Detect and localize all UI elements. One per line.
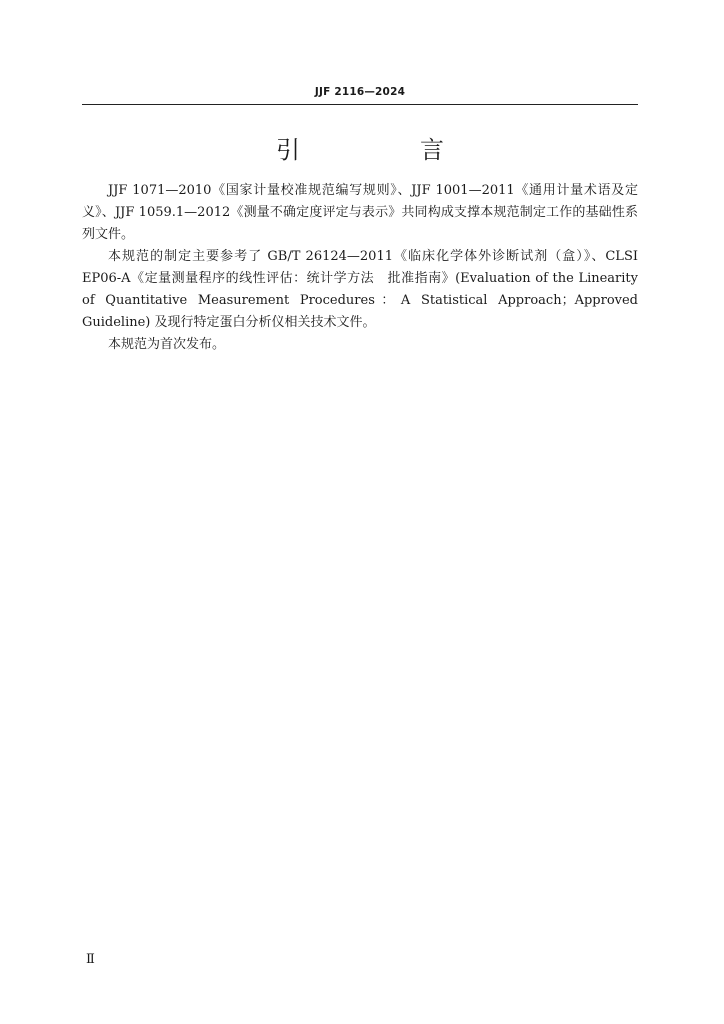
paragraph-first-release: 本规范为首次发布。 <box>108 337 226 352</box>
page-number: Ⅱ <box>86 952 95 967</box>
paragraph-reference-documents: JJF 1071—2010《国家计量校准规范编写规则》、JJF 1001—2011《通用计量术语及定义》、JJF 1059.1—2012《测量不确定度评定与表示》共同构成支撑本规范制定工作的基础性系列文件。 <box>82 183 638 242</box>
page-title: 引 言 <box>276 136 492 164</box>
header-rule <box>82 104 638 105</box>
document-code-header: JJF 2116—2024 <box>314 86 406 98</box>
body-text <box>82 180 638 356</box>
paragraph-references: 本规范的制定主要参考了 GB/T 26124—2011《临床化学体外诊断试剂（盒）》、CLSI EP06-A《定量测量程序的线性评估：统计学方法 批准指南》(Evaluation of the Linearity of Quantitative Measurement Procedures：A Statistical Approach；Approved Guideline) 及现行特定蛋白分析仪相关技术文件。 <box>82 249 638 330</box>
